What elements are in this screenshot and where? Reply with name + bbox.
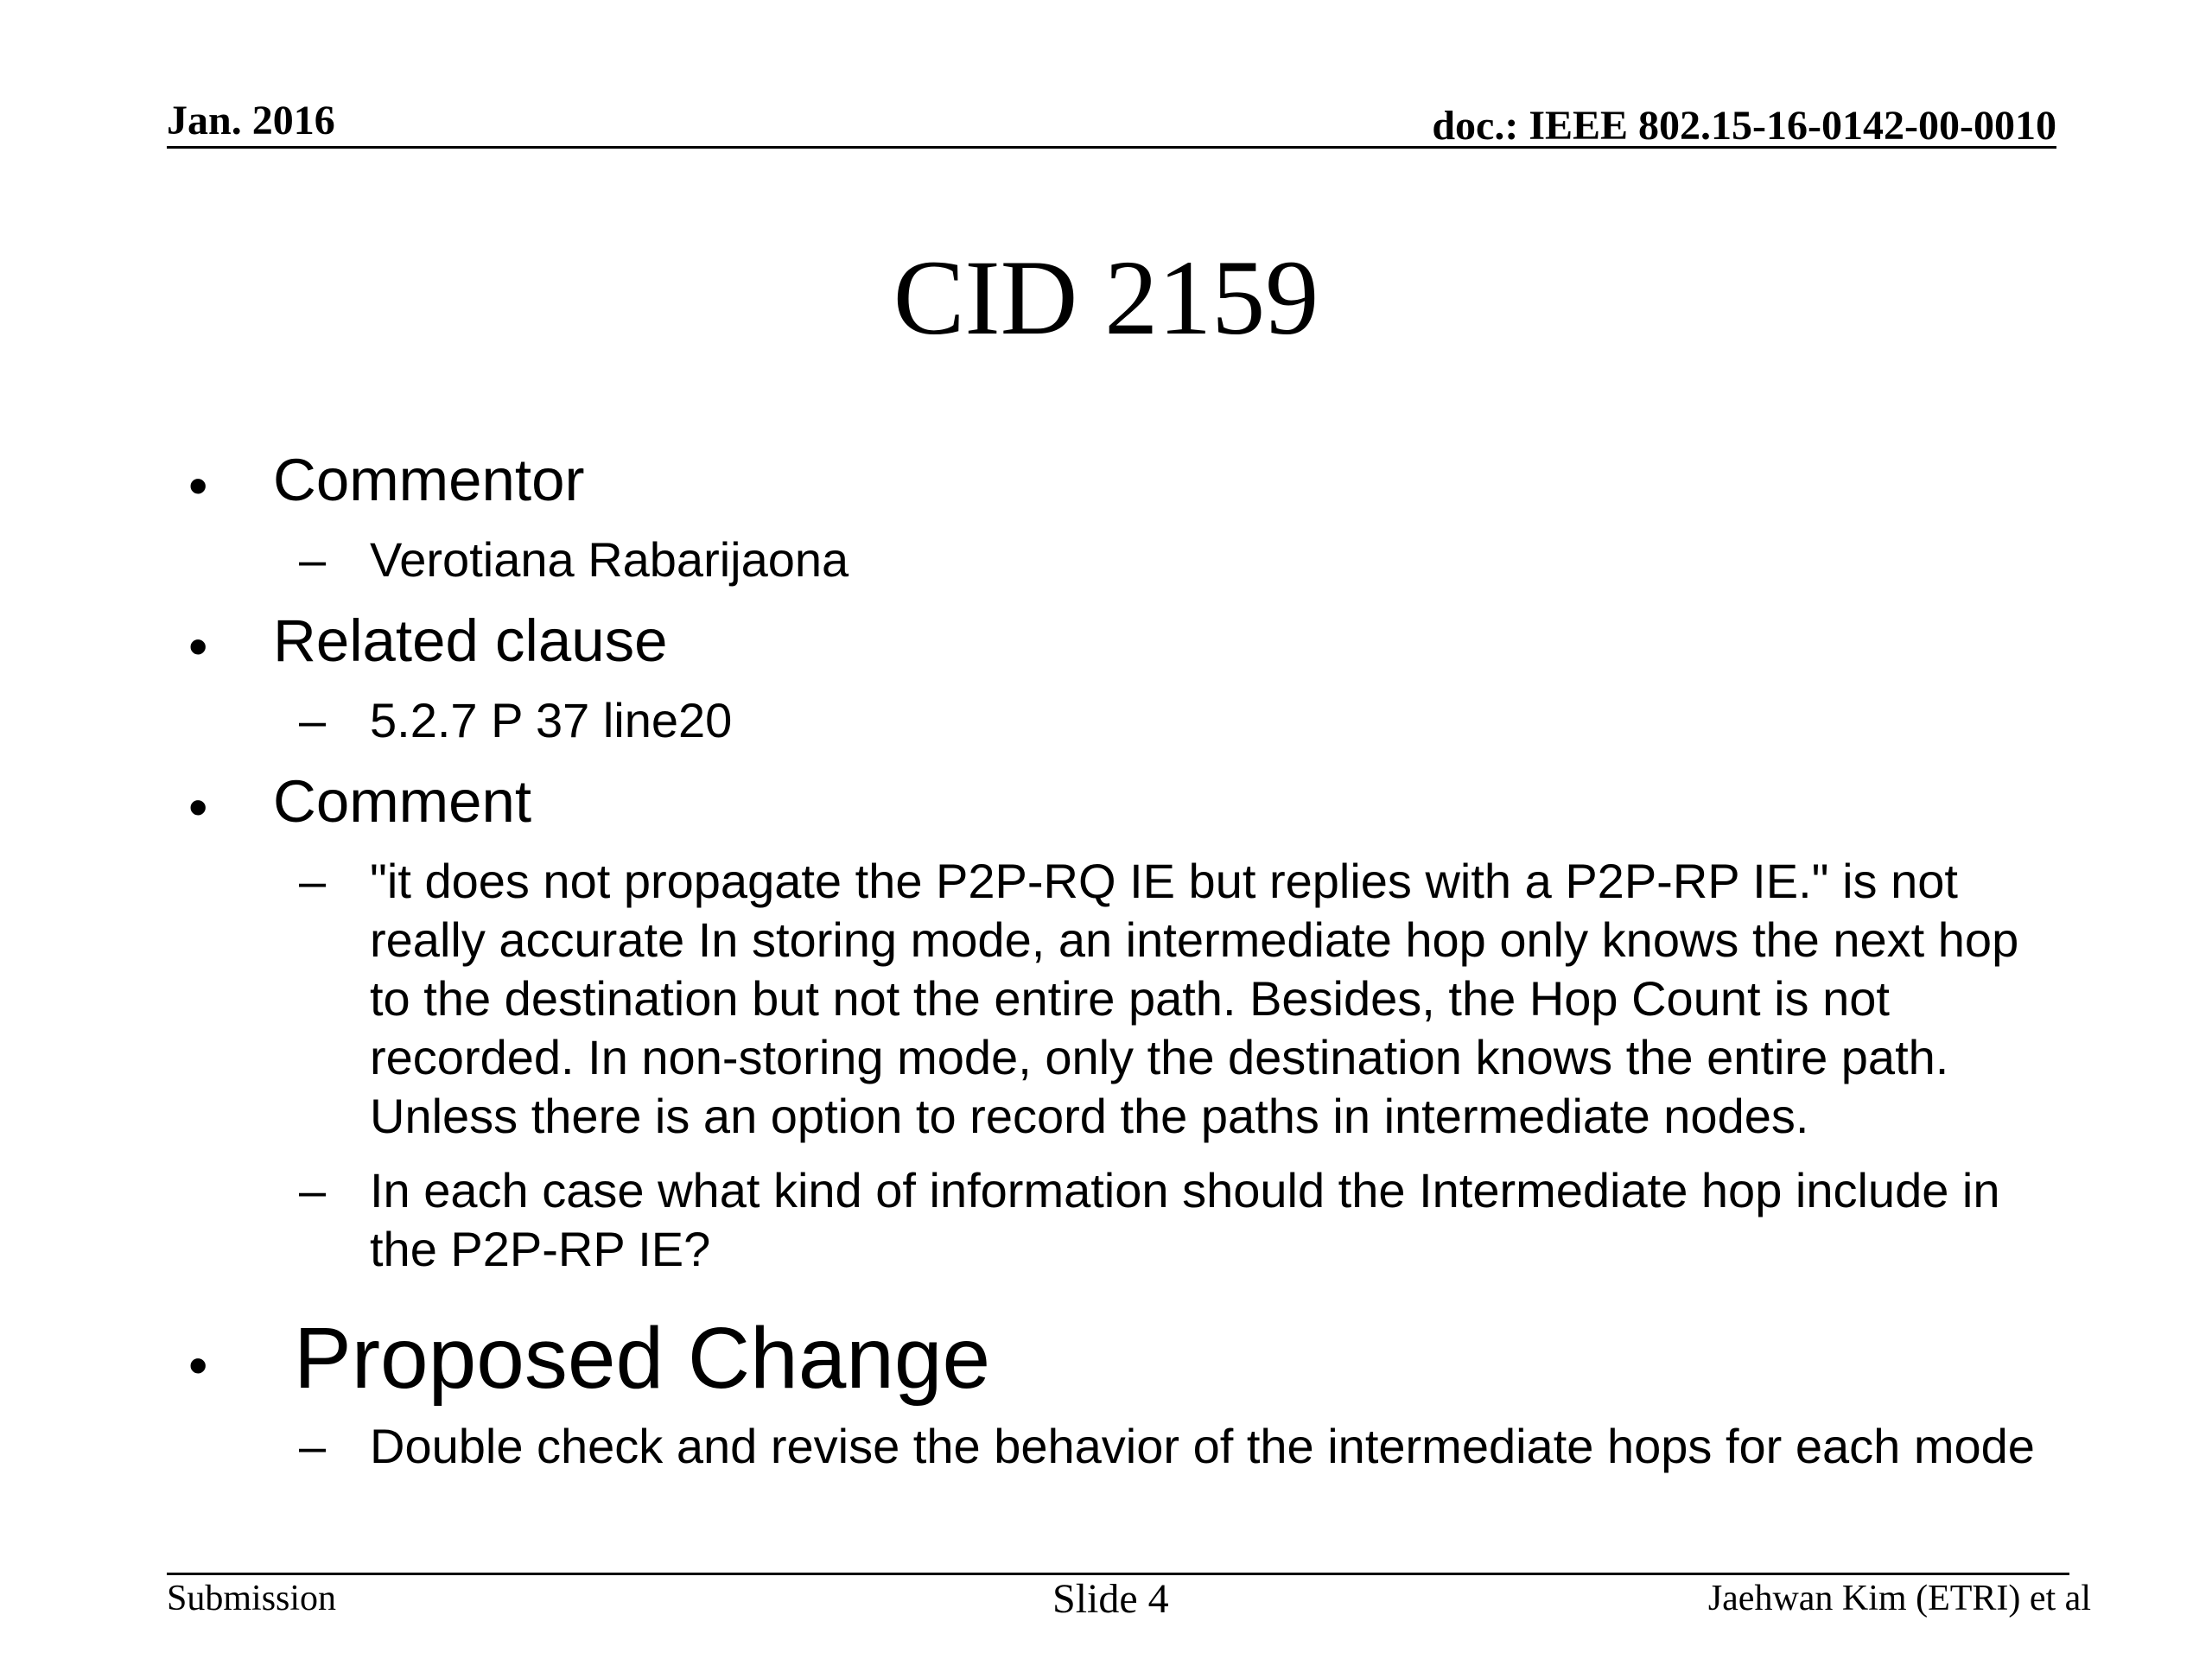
bullet-heading-related-clause: Related clause	[273, 607, 668, 674]
bullet-heading-comment: Comment	[273, 768, 532, 835]
dash-icon: –	[299, 532, 327, 587]
bullet-icon: •	[188, 615, 208, 677]
dash-icon: –	[299, 693, 327, 747]
sub-item-clause-ref: 5.2.7 P 37 line20	[370, 693, 733, 747]
sub-item-proposed-change: Double check and revise the behavior of the intermediate hops for each mode	[370, 1419, 2035, 1473]
bullet-heading-commentor: Commentor	[273, 447, 585, 513]
dash-icon: –	[299, 1163, 327, 1217]
bullet-icon: •	[188, 1334, 208, 1396]
sub-item-commentor-name: Verotiana Rabarijaona	[370, 532, 849, 587]
header-date: Jan. 2016	[167, 98, 335, 143]
header-doc-id: doc.: IEEE 802.15-16-0142-00-0010	[1432, 103, 2056, 149]
sub-item-comment-question: In each case what kind of information should the Intermediate hop include in the P2P-RP IE?	[370, 1163, 2000, 1276]
dash-icon: –	[299, 1419, 327, 1473]
dash-icon: –	[299, 854, 327, 908]
slide-title: CID 2159	[893, 238, 1319, 357]
bullet-icon: •	[188, 776, 208, 838]
sub-item-comment-text: "it does not propagate the P2P-RQ IE but replies with a P2P-RP IE." is not really accurate In storing mode, an intermediate hop only knows the next hop to the destination but not the entire path. Besides, the Hop Count is not recorded. In non-storing mode, only the destination knows the entire path. Unless there is an option to record the paths in intermediate nodes.	[370, 854, 2019, 1143]
footer-author: Jaehwan Kim (ETRI) et al	[1707, 1579, 2091, 1618]
bullet-icon: •	[188, 454, 208, 517]
bullet-heading-proposed-change: Proposed Change	[294, 1310, 991, 1407]
footer-slide-number: Slide 4	[1052, 1576, 1169, 1622]
footer-submission: Submission	[167, 1579, 337, 1618]
